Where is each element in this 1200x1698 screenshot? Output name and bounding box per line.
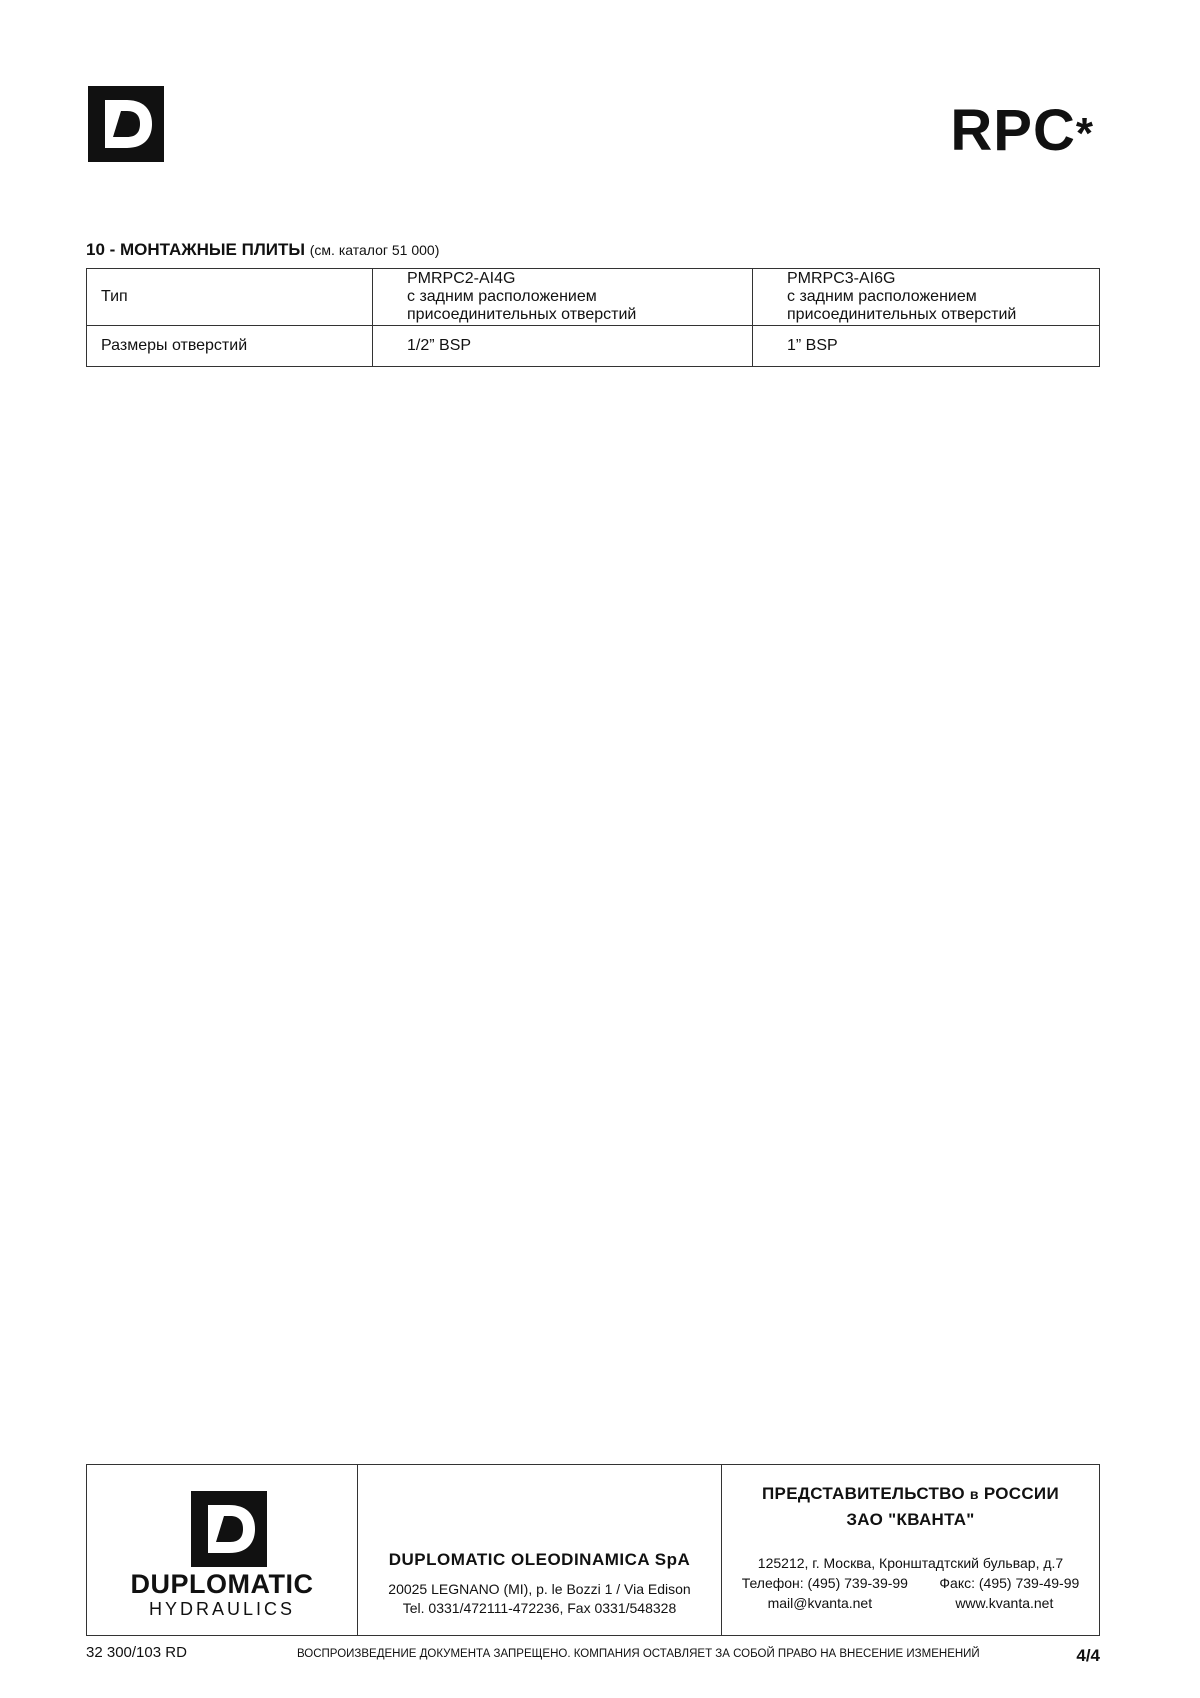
section-title: 10 - МОНТАЖНЫЕ ПЛИТЫ: [86, 240, 306, 259]
footer-representative: [722, 1465, 1099, 1635]
rep-email-link[interactable]: mail@kvanta.net: [767, 1595, 873, 1611]
company-name: DUPLOMATIC OLEODINAMICA SpA: [388, 1550, 691, 1569]
cell-line: присоединительных отверстий: [407, 306, 637, 323]
rep-title-part2: РОССИИ: [983, 1484, 1059, 1503]
cell-line: PMRPC3-AI6G: [787, 270, 896, 287]
row-label: Тип: [87, 269, 373, 326]
document-code: 32 300/103 RD: [86, 1644, 187, 1661]
footer-brand: [87, 1465, 358, 1635]
table-cell: [373, 269, 753, 326]
company-contacts: [358, 1580, 721, 1618]
company-phone: Tel. 0331/472111-472236, Fax 0331/548328: [402, 1600, 677, 1616]
table-cell: 1” BSP: [753, 326, 1100, 367]
company-address: 20025 LEGNANO (MI), p. le Bozzi 1 / Via Edison: [388, 1581, 691, 1597]
cell-line: с задним расположением: [787, 288, 977, 305]
section-reference: (см. каталог 51 000): [309, 242, 440, 258]
footer-box: [86, 1464, 1100, 1636]
mounting-plates-table: [86, 268, 1100, 367]
rep-address: 125212, г. Москва, Кронштадтский бульвар, д.7: [757, 1555, 1064, 1571]
duplomatic-logo-icon: [88, 86, 164, 162]
page-number: 4/4: [1076, 1646, 1100, 1665]
footer-company: [358, 1465, 722, 1635]
table-cell: 1/2” BSP: [373, 326, 753, 367]
table-row: [87, 326, 1100, 367]
row-label: Размеры отверстий: [87, 326, 373, 367]
brand-name: DUPLOMATIC: [130, 1569, 314, 1599]
rep-website-link[interactable]: www.kvanta.net: [955, 1595, 1054, 1611]
copyright-notice: ВОСПРОИЗВЕДЕНИЕ ДОКУМЕНТА ЗАПРЕЩЕНО. КОМПАНИЯ ОСТАВЛЯЕТ ЗА СОБОЙ ПРАВО НА ВНЕСЕНИЕ ИЗМЕНЕНИЙ: [297, 1648, 980, 1660]
cell-line: PMRPC2-AI4G: [407, 270, 516, 287]
section-heading: [86, 240, 439, 260]
rep-phone: Телефон: (495) 739-39-99: [741, 1575, 908, 1591]
table-cell: [753, 269, 1100, 326]
product-mark: *: [1075, 109, 1094, 158]
representative-title: [722, 1481, 1099, 1532]
rep-title-part1: ПРЕДСТАВИТЕЛЬСТВО: [762, 1484, 965, 1503]
representative-contacts: [722, 1553, 1099, 1613]
product-title: [950, 98, 1094, 163]
cell-line: с задним расположением: [407, 288, 597, 305]
duplomatic-logo-icon: [191, 1491, 267, 1567]
rep-company: ЗАО "КВАНТА": [846, 1510, 975, 1529]
product-code: RPC: [950, 98, 1076, 163]
table-row: [87, 269, 1100, 326]
rep-title-small: в: [969, 1486, 979, 1502]
cell-line: присоединительных отверстий: [787, 306, 1017, 323]
rep-fax: Факс: (495) 739-49-99: [939, 1575, 1080, 1591]
brand-subtitle: HYDRAULICS: [148, 1599, 296, 1619]
